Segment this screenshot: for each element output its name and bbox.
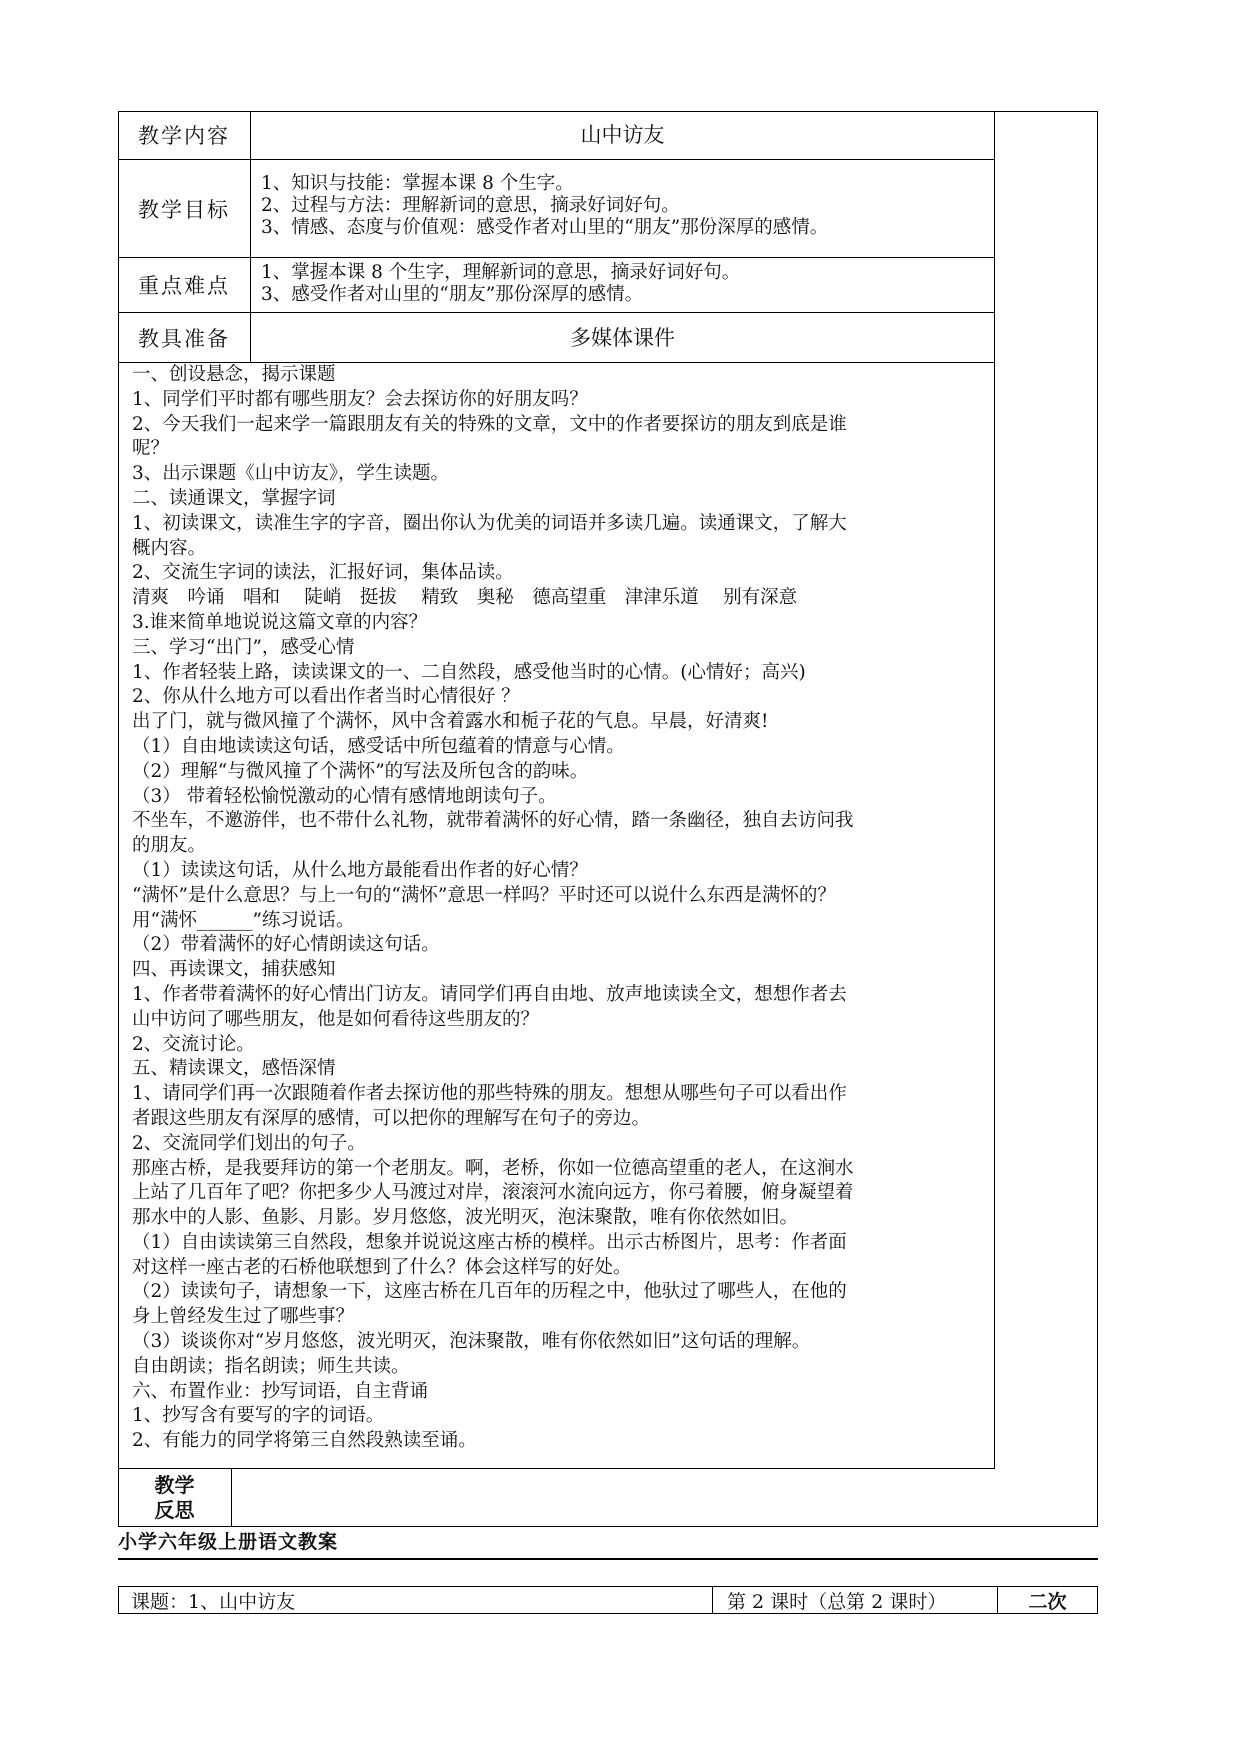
- process-line: （2）理解“与微风撞了个满怀”的写法及所包含的韵味。: [132, 760, 589, 782]
- process-line: 呢？: [132, 438, 170, 460]
- process-line: 那水中的人影、鱼影、月影。岁月悠悠，波光明灭，泡沫聚散，唯有你依然如旧。: [132, 1207, 799, 1229]
- process-line: 2、有能力的同学将第三自然段熟读至诵。: [132, 1430, 477, 1452]
- goal-item: 2、过程与方法：理解新词的意思，摘录好词好句。: [261, 195, 680, 216]
- process-line: （2）读读句子，请想象一下，这座古桥在几百年的历程之中，他驮过了哪些人，在他的: [132, 1281, 847, 1303]
- process-line: 三、学习“出门”，感受心情: [132, 636, 355, 658]
- process-line: 3.谁来简单地说说这篇文章的内容？: [132, 611, 428, 633]
- lesson-topic: 课题：1、山中访友: [119, 1587, 713, 1613]
- process-line: （1）读读这句话，从什么地方最能看出作者的好心情？: [132, 859, 588, 881]
- process-line: 2、交流同学们划出的句子。: [132, 1132, 366, 1154]
- process-line: 一、创设悬念，揭示课题: [132, 364, 336, 385]
- goals-content: [251, 160, 995, 258]
- process-line: 上站了几百年了吧？你把多少人马渡过对岸，滚滚河水流向远方，你弓着腰，俯身凝望着: [132, 1182, 854, 1204]
- process-line: 的朋友。: [132, 835, 207, 857]
- process-line: 用“满怀______”练习说话。: [132, 909, 355, 931]
- tools-value: 多媒体课件: [251, 313, 995, 363]
- document-title: 小学六年级上册语文教案: [118, 1531, 339, 1553]
- keypoints-label: 重点难点: [118, 258, 251, 313]
- goal-item: 3、情感、态度与价值观：感受作者对山里的“朋友”那份深厚的感情。: [261, 217, 829, 238]
- process-line: （1）自由地读读这句话，感受话中所包蕴着的情意与心情。: [132, 735, 625, 757]
- process-line: 1、请同学们再一次跟随着作者去探访他的那些特殊的朋友。想想从哪些句子可以看出作: [132, 1083, 847, 1105]
- keypoints-content: [251, 258, 995, 313]
- content-label: 教学内容: [118, 111, 251, 160]
- keypoint-item: 3、感受作者对山里的“朋友”那份深厚的感情。: [261, 284, 644, 305]
- tools-label: 教具准备: [118, 313, 251, 363]
- process-line: 不坐车，不邀游伴，也不带什么礼物，就带着满怀的好心情，踏一条幽径，独自去访问我: [132, 810, 854, 832]
- process-line: 1、作者带着满怀的好心情出门访友。请同学们再自由地、放声地读读全文，想想作者去: [132, 983, 847, 1005]
- process-line: 出了门，就与微风撞了个满怀，风中含着露水和栀子花的气息。早晨，好清爽!: [132, 711, 769, 733]
- process-line: 1、同学们平时都有哪些朋友？会去探访你的好朋友吗？: [132, 388, 588, 410]
- process-line: 2、交流讨论。: [132, 1033, 255, 1055]
- process-line: 者跟这些朋友有深厚的感情，可以把你的理解写在句子的旁边。: [132, 1107, 651, 1129]
- title-underline: [118, 1558, 1098, 1560]
- vocabulary-line: 清爽 吟诵 唱和 陡峭 挺拔 精致 奥秘 德高望重 津津乐道 别有深意: [132, 587, 798, 609]
- process-line: 五、精读课文，感悟深情: [132, 1058, 336, 1080]
- reflection-label-line2: 反思: [154, 1498, 195, 1522]
- lesson-info-bar: [118, 1586, 1098, 1614]
- process-line: （2）带着满怀的好心情朗读这句话。: [132, 934, 440, 956]
- process-line: “满怀”是什么意思？与上一句的“满怀”意思一样吗？平时还可以说什么东西是满怀的？: [132, 884, 836, 906]
- process-line: 四、再读课文，捕获感知: [132, 959, 336, 981]
- process-line: 1、作者轻装上路，读读课文的一、二自然段，感受他当时的心情。(心情好；高兴): [132, 661, 806, 683]
- process-line: 2、交流生字词的读法，汇报好词，集体品读。: [132, 562, 514, 584]
- process-line: 2、今天我们一起来学一篇跟朋友有关的特殊的文章，文中的作者要探访的朋友到底是谁: [132, 413, 847, 435]
- process-line: 二、读通课文，掌握字词: [132, 487, 336, 509]
- process-line: （1）自由读读第三自然段，想象并说说这座古桥的模样。出示古桥图片，思考：作者面: [132, 1231, 847, 1253]
- reflection-label-line1: 教学: [154, 1473, 195, 1497]
- process-line: 身上曾经发生过了哪些事？: [132, 1306, 355, 1328]
- process-line: 那座古桥，是我要拜访的第一个老朋友。啊，老桥，你如一位德高望重的老人，在这涧水: [132, 1157, 854, 1179]
- process-line: 3、出示课题《山中访友》，学生读题。: [132, 463, 450, 485]
- process-line: 概内容。: [132, 537, 207, 559]
- process-line: （3） 带着轻松愉悦激动的心情有感情地朗读句子。: [132, 785, 557, 807]
- process-line: 六、布置作业：抄写词语，自主背诵: [132, 1380, 429, 1402]
- lesson-period: 第 2 课时（总第 2 课时）: [713, 1587, 998, 1613]
- process-line: 对这样一座古老的石桥他联想到了什么？体会这样写的好处。: [132, 1256, 632, 1278]
- keypoint-item: 1、掌握本课 8 个生字，理解新词的意思，摘录好词好句。: [261, 262, 741, 283]
- goal-item: 1、知识与技能：掌握本课 8 个生字。: [261, 173, 574, 194]
- teaching-process: [118, 363, 995, 1469]
- process-line: 山中访问了哪些朋友，他是如何看待这些朋友的？: [132, 1008, 540, 1030]
- lesson-times: 二次: [1028, 1590, 1067, 1613]
- process-line: 1、抄写含有要写的字的词语。: [132, 1405, 385, 1427]
- process-line: （3）谈谈你对“岁月悠悠，波光明灭，泡沫聚散，唯有你依然如旧”这句话的理解。: [132, 1331, 811, 1353]
- process-line: 自由朗读；指名朗读；师生共读。: [132, 1355, 410, 1377]
- process-line: 2、你从什么地方可以看出作者当时心情很好 ？: [132, 686, 520, 708]
- reflection-label: [118, 1469, 232, 1527]
- content-value: 山中访友: [251, 111, 995, 160]
- goals-label: 教学目标: [118, 160, 251, 258]
- process-line: 1、初读课文，读准生字的字音，圈出你认为优美的词语并多读几遍。读通课文，了解大: [132, 512, 847, 534]
